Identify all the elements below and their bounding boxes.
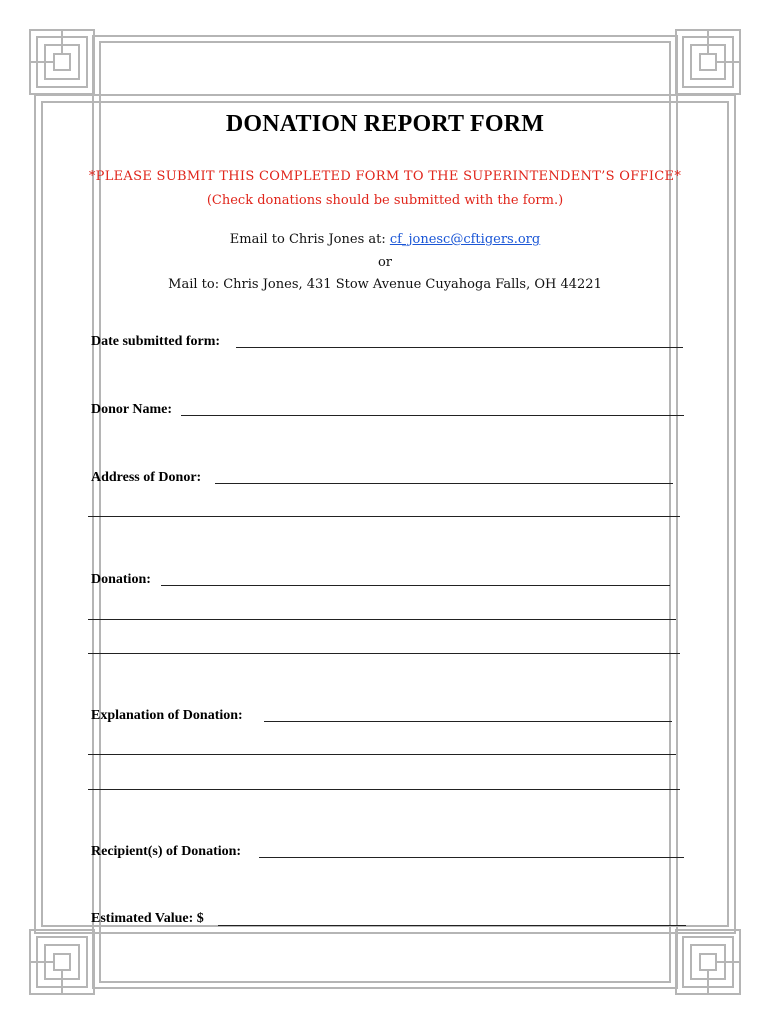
- estimated-value-field[interactable]: [218, 925, 686, 926]
- explanation-field-line-3[interactable]: [88, 789, 680, 790]
- check-donation-note: (Check donations should be submitted with the form.): [206, 193, 564, 208]
- form-title: DONATION REPORT FORM: [225, 111, 545, 137]
- date-submitted-label: Date submitted form:: [91, 334, 221, 349]
- donor-name-field[interactable]: [181, 415, 684, 416]
- recipients-field[interactable]: [259, 857, 684, 858]
- explanation-field-line-1[interactable]: [264, 721, 672, 722]
- mail-address: Mail to: Chris Jones, 431 Stow Avenue Cuyahoga Falls, OH 44221: [168, 277, 602, 292]
- estimated-value-label: Estimated Value: $: [91, 911, 204, 926]
- donation-field-line-2[interactable]: [88, 619, 676, 620]
- date-submitted-field[interactable]: [236, 347, 683, 348]
- donation-field-line-1[interactable]: [161, 585, 670, 586]
- email-link[interactable]: cf_jonesc@cftigers.org: [389, 232, 541, 247]
- recipients-label: Recipient(s) of Donation:: [91, 844, 242, 859]
- address-field-line-2[interactable]: [88, 516, 680, 517]
- submission-notice: *PLEASE SUBMIT THIS COMPLETED FORM TO THE SUPERINTENDENT’S OFFICE*: [88, 169, 682, 184]
- donor-name-label: Donor Name:: [91, 402, 173, 417]
- email-line: [0, 232, 770, 247]
- address-field-line-1[interactable]: [215, 483, 673, 484]
- or-text: or: [377, 255, 393, 270]
- explanation-label: Explanation of Donation:: [91, 708, 243, 723]
- donation-field-line-3[interactable]: [88, 653, 680, 654]
- address-label: Address of Donor:: [91, 470, 202, 485]
- explanation-field-line-2[interactable]: [88, 754, 676, 755]
- email-prefix: Email to Chris Jones at:: [229, 232, 390, 247]
- donation-label: Donation:: [91, 572, 151, 587]
